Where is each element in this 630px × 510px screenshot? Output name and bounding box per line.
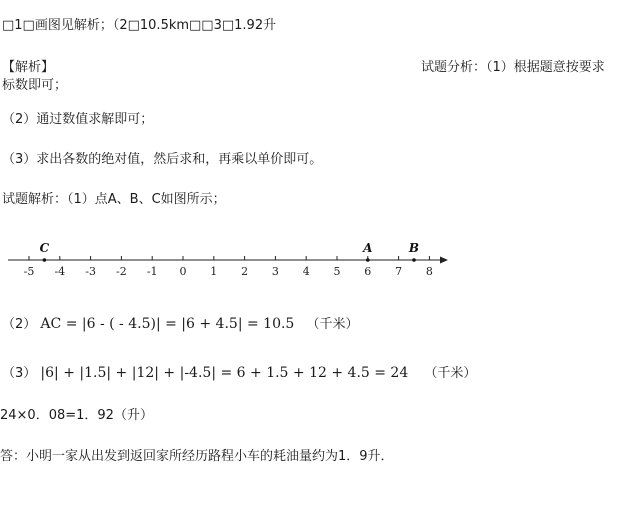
analysis-heading: 【解析】 [2, 60, 55, 75]
tick-label: 6 [364, 265, 372, 278]
solution-intro: 试题解析：（1）点A、B、C如图所示； [2, 192, 226, 207]
tick-label: -5 [23, 265, 35, 278]
part2-unit: （千米） [306, 317, 359, 332]
part3-formula: |6| + |1.5| + |12| + |-4.5| = 6 + 1.5 + 12 + 4.5 = 24 [40, 365, 409, 381]
tick-label: 4 [302, 265, 310, 278]
part2-formula: AC = |6 - ( - 4.5)| = |6 + 4.5| = 10.5 [40, 316, 295, 332]
tick-label: 8 [425, 265, 433, 278]
fuel-calculation: 24×0．08=1．92（升） [0, 408, 153, 423]
tick-label: -3 [85, 265, 96, 278]
tick-label: -2 [116, 265, 127, 278]
tick-label: -4 [54, 265, 66, 278]
analysis-intro: 试题分析：（1）根据题意按要求 [421, 60, 605, 75]
answer-line: □1□画图见解析；（2□10.5km□□3□1.92升 [2, 18, 277, 33]
part3-unit: （千米） [424, 366, 477, 381]
point-label-c: C [39, 241, 50, 255]
tick-label: -1 [146, 265, 158, 278]
analysis-intro-wrap: 标数即可； [2, 78, 68, 93]
analysis-item-3: （3）求出各数的绝对值，然后求和，再乘以单价即可。 [2, 152, 323, 167]
point-a [366, 258, 370, 262]
tick-label: 2 [241, 265, 249, 278]
point-b [412, 258, 416, 262]
tick-label: 7 [395, 265, 403, 278]
tick-label: 0 [179, 265, 187, 278]
part2-prefix: （2） [2, 317, 37, 332]
analysis-item-2: （2）通过数值求解即可； [2, 112, 154, 127]
number-line-figure [0, 236, 630, 286]
part3-line [2, 365, 476, 382]
tick-label: 1 [210, 265, 218, 278]
part2-line [2, 316, 359, 333]
point-c [43, 258, 47, 262]
point-label-a: A [363, 241, 373, 255]
conclusion: 答：小明一家从出发到返回家所经历路程小车的耗油量约为1．9升． [0, 449, 394, 464]
number-line-arrow [440, 257, 448, 264]
tick-label: 3 [271, 265, 279, 278]
tick-label: 5 [333, 265, 341, 278]
part3-prefix: （3） [2, 366, 37, 381]
point-label-b: B [408, 241, 420, 255]
